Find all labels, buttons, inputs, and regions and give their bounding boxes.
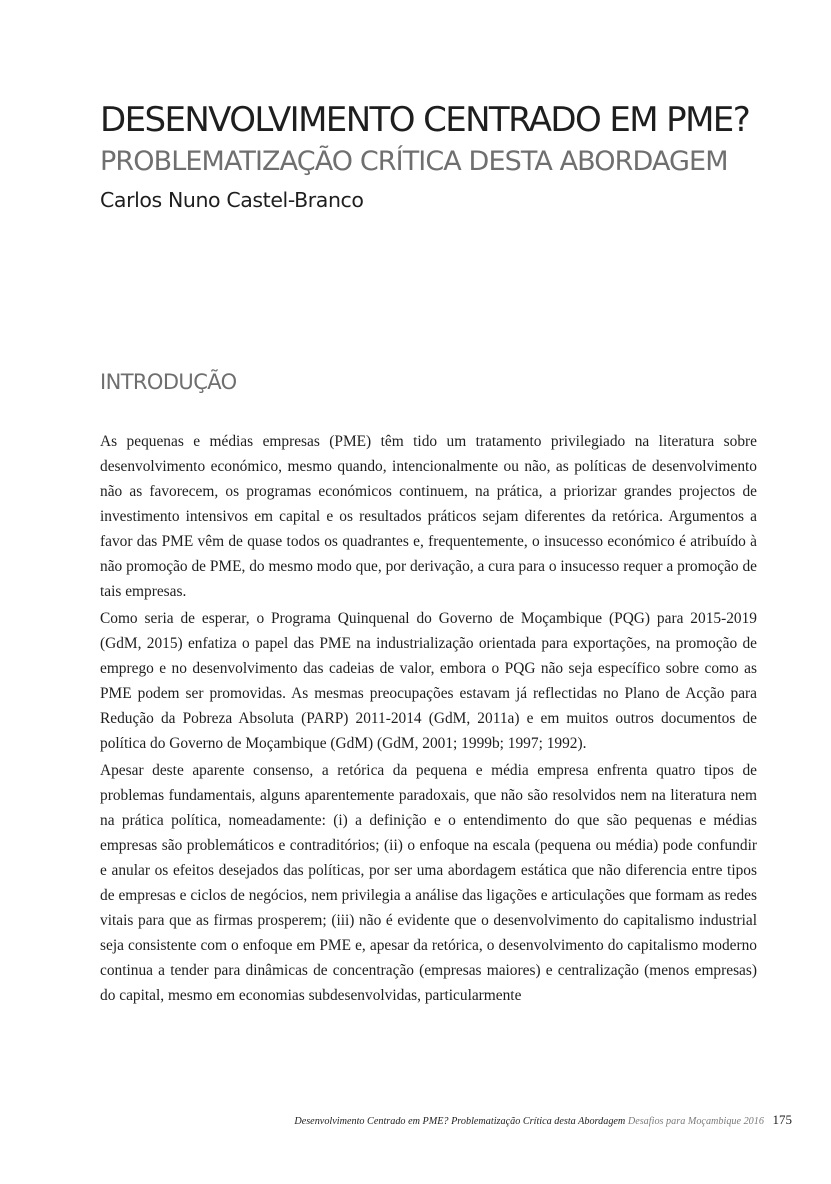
footer-chapter-title: Desenvolvimento Centrado em PME? Problematização Crítica desta Abordagem bbox=[294, 1116, 626, 1127]
paragraph-2: Como seria de esperar, o Programa Quinquenal do Governo de Moçambique (PQG) para 2015-2019 (GdM, 2015) enfatiza o papel das PME na industrialização orientada para exportações, na promoção de emprego e no desenvolvimento das cadeias de valor, embora o PQG não seja específico sobre como as PME podem ser promovidas. As mesmas preocupações estavam já reflectidas no Plano de Acção para Redução da Pobreza Absoluta (PARP) 2011-2014 (GdM, 2011a) e em muitos outros documentos de política do Governo de Moçambique (GdM) (GdM, 2001; 1999b; 1997; 1992). bbox=[100, 610, 757, 752]
author-name: Carlos Nuno Castel-Branco bbox=[100, 188, 364, 212]
body-text bbox=[100, 429, 757, 1010]
paragraph-3: Apesar deste aparente consenso, a retórica da pequena e média empresa enfrenta quatro tipos de problemas fundamentais, alguns aparentemente paradoxais, que não são resolvidos nem na literatura nem na prática política, nomeadamente: (i) a definição e o entendimento do que são pequenas e médias empresas são problemáticos e contraditórios; (ii) o enfoque na escala (pequena ou média) pode confundir e anular os efeitos desejados das políticas, por ser uma abordagem estática que não diferencia entre tipos de empresas e ciclos de negócios, nem privilegia a análise das ligações e articulações que formam as redes vitais para que as firmas prosperem; (iii) não é evidente que o desenvolvimento do capitalismo industrial seja consistente com o enfoque em PME e, apesar da retórica, o desenvolvimento do capitalismo moderno continua a tender para dinâmicas de concentração (empresas maiores) e centralização (menos empresas) do capital, mesmo em economias subdesenvolvidas, particularmente bbox=[100, 762, 757, 1004]
chapter-title: DESENVOLVIMENTO CENTRADO EM PME? bbox=[100, 100, 750, 140]
section-heading: INTRODUÇÃO bbox=[100, 370, 237, 394]
running-footer bbox=[150, 1111, 792, 1131]
page-number: 175 bbox=[772, 1112, 792, 1127]
footer-series: Desafios para Moçambique 2016 bbox=[627, 1116, 764, 1127]
paragraph-1: As pequenas e médias empresas (PME) têm tido um tratamento privilegiado na literatura sobre desenvolvimento económico, mesmo quando, intencionalmente ou não, as políticas de desenvolvimento não as favorecem, os programas económicos continuem, na prática, a priorizar grandes projectos de investimento intensivos em capital e os resultados práticos sejam diferentes da retórica. Argumentos a favor das PME vêm de quase todos os quadrantes e, frequentemente, o insucesso económico é atribuído à não promoção de PME, do mesmo modo que, por derivação, a cura para o insucesso requer a promoção de tais empresas. bbox=[100, 433, 757, 600]
chapter-subtitle: PROBLEMATIZAÇÃO CRÍTICA DESTA ABORDAGEM bbox=[100, 146, 728, 177]
